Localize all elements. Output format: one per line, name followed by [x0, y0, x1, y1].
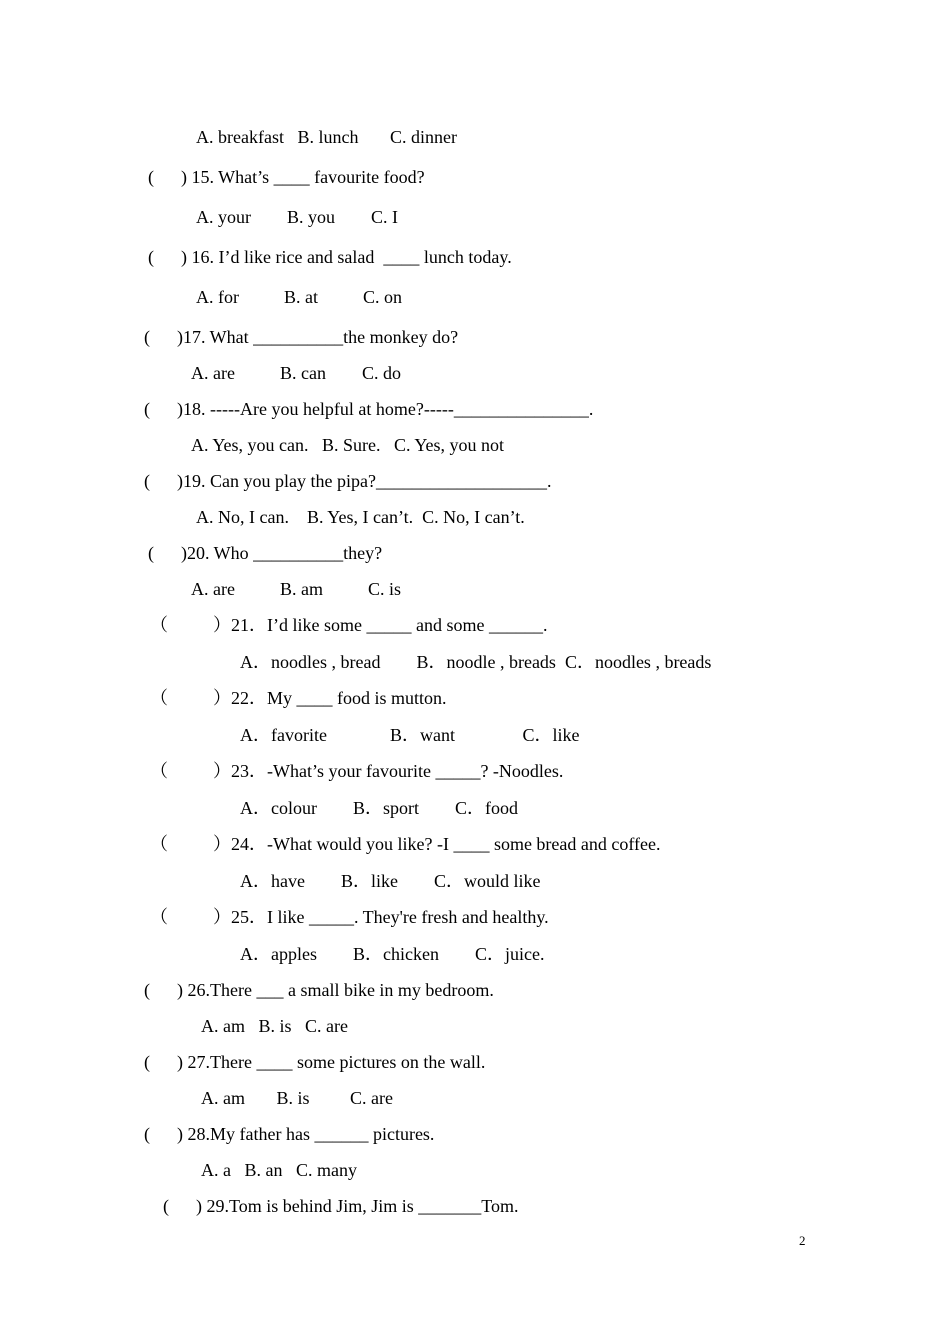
question-27: ( ) 27.There ____ some pictures on the wall. — [144, 1052, 486, 1072]
question-22: （ ）22．My ____ food is mutton. — [150, 688, 447, 708]
q20-options: A. are B. am C. is — [191, 579, 401, 599]
question-18: ( )18. -----Are you helpful at home?-----_______________. — [144, 399, 594, 419]
q22-options: A．favorite B．want C．like — [240, 725, 580, 745]
q18-options: A. Yes, you can. B. Sure. C. Yes, you not — [191, 435, 505, 455]
question-26: ( ) 26.There ___ a small bike in my bedroom. — [144, 980, 494, 1000]
q17-options: A. are B. can C. do — [191, 363, 401, 383]
question-29: ( ) 29.Tom is behind Jim, Jim is _______Tom. — [163, 1196, 519, 1216]
question-20: ( )20. Who __________they? — [148, 543, 383, 563]
q28-options: A. a B. an C. many — [201, 1160, 357, 1180]
question-24: （ ）24．-What would you like? -I ____ some bread and coffee. — [150, 834, 661, 854]
question-17: ( )17. What __________the monkey do? — [144, 327, 459, 347]
q16-options: A. for B. at C. on — [196, 287, 402, 307]
q24-options: A．have B．like C．would like — [240, 871, 541, 891]
q15-options: A. your B. you C. I — [196, 207, 398, 227]
q19-options: A. No, I can. B. Yes, I can’t. C. No, I can’t. — [196, 507, 525, 527]
q23-options: A．colour B．sport C．food — [240, 798, 518, 818]
question-28: ( ) 28.My father has ______ pictures. — [144, 1124, 435, 1144]
q21-options: A．noodles , bread B．noodle , breads C．noodles , breads — [240, 652, 712, 672]
question-16: ( ) 16. I’d like rice and salad ____ lunch today. — [148, 247, 512, 267]
question-21: （ ）21．I’d like some _____ and some ______. — [150, 615, 548, 635]
page-number: 2 — [799, 1233, 806, 1248]
question-23: （ ）23．-What’s your favourite _____? -Noodles. — [150, 761, 564, 781]
question-19: ( )19. Can you play the pipa?___________________. — [144, 471, 552, 491]
q26-options: A. am B. is C. are — [201, 1016, 348, 1036]
q25-options: A．apples B．chicken C．juice. — [240, 944, 545, 964]
q27-options: A. am B. is C. are — [201, 1088, 393, 1108]
q14-options: A. breakfast B. lunch C. dinner — [196, 127, 457, 147]
question-15: ( ) 15. What’s ____ favourite food? — [148, 167, 425, 187]
question-25: （ ）25．I like _____. They're fresh and healthy. — [150, 907, 549, 927]
